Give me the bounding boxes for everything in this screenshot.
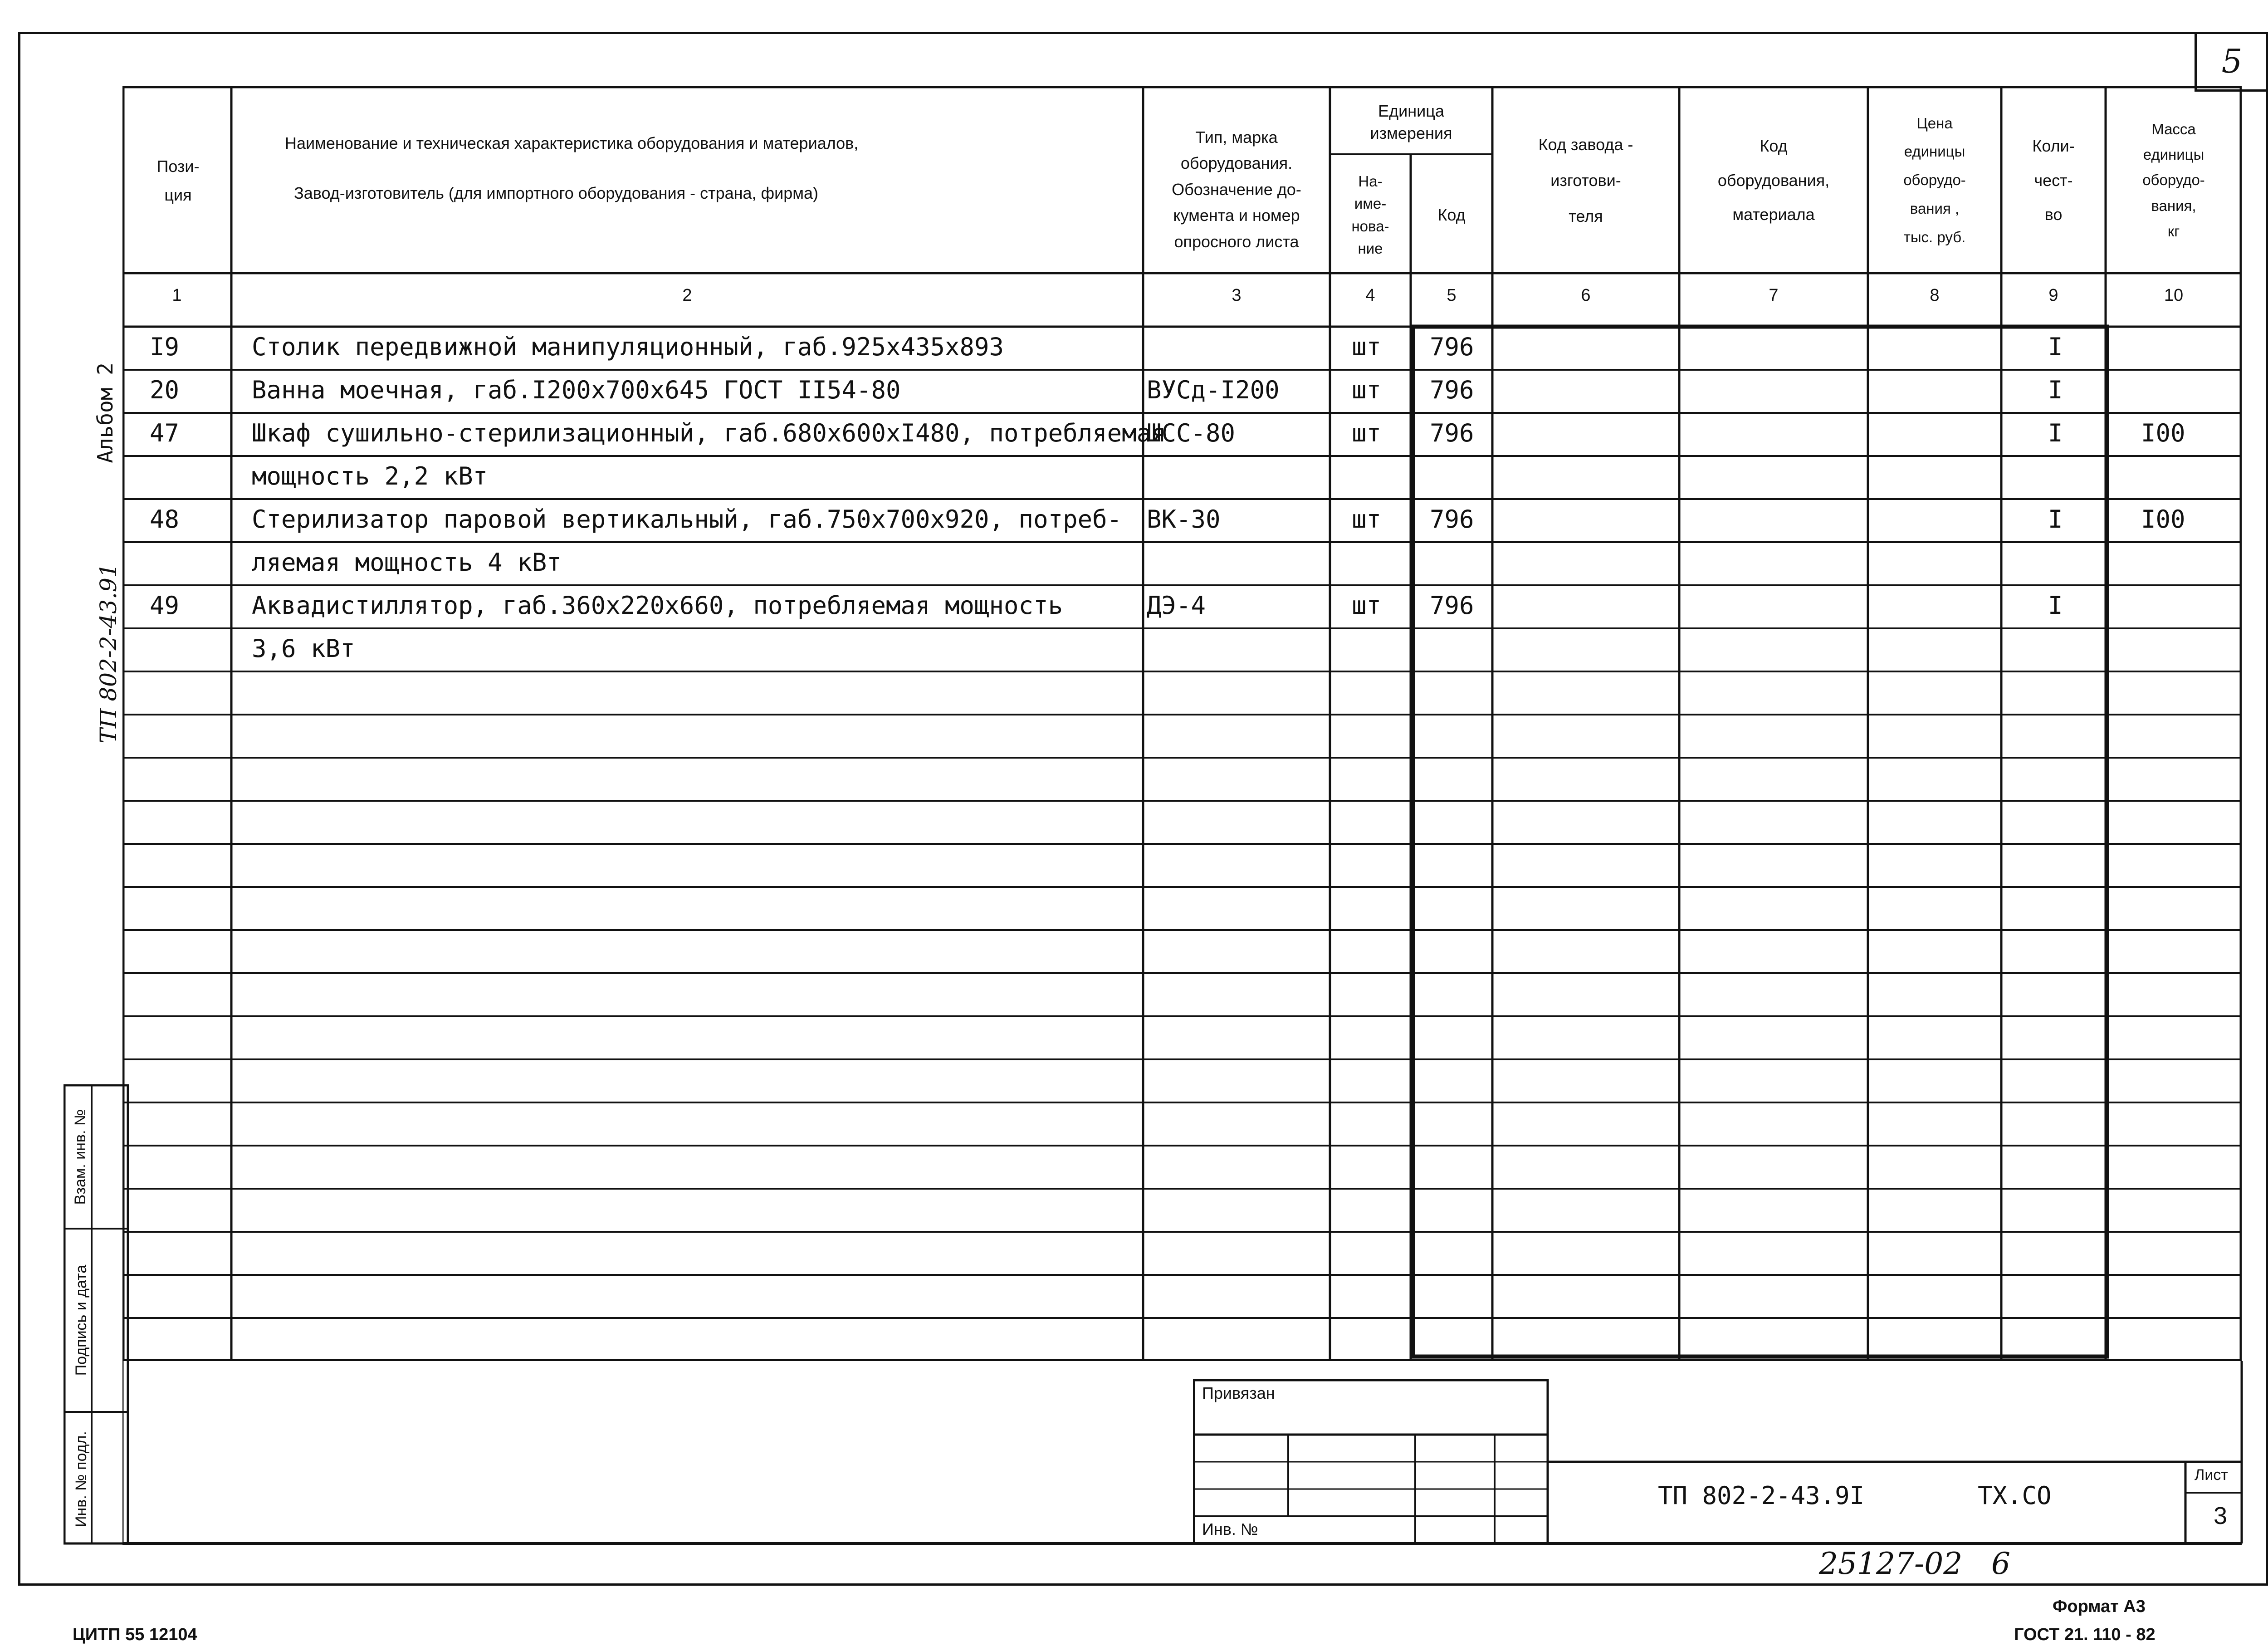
header-name-line2: Завод-изготовитель (для импортного оборудования - страна, фирма) <box>294 183 819 202</box>
column-number: 9 <box>2048 286 2058 305</box>
row-unit: шт <box>1352 376 1382 404</box>
row-name: 3,6 кВт <box>252 634 355 663</box>
header-quantity: Коли- чест- во <box>2032 137 2075 224</box>
column-number: 1 <box>172 286 182 305</box>
row-position: 48 <box>150 505 180 534</box>
handwritten-doc-code: ТП 802-2-43.91 <box>95 563 122 744</box>
header-type: Тип, марка оборудования. Обозначение до- кумента и номер опросного листа <box>1172 127 1301 251</box>
lower-area-lines <box>122 1361 2254 1547</box>
row-quantity: I <box>2048 591 2063 620</box>
stamp-label-inv-podl: Инв. № подл. <box>73 1431 90 1527</box>
column-number: 10 <box>2164 286 2184 305</box>
column-number: 6 <box>1581 286 1591 305</box>
row-unit-code: 796 <box>1430 505 1474 534</box>
handwritten-number: 25127-02 <box>1819 1546 1963 1581</box>
gost-label: ГОСТ 21. 110 - 82 <box>2014 1625 2156 1644</box>
row-name: Аквадистиллятор, габ.360х220х660, потребляемая мощность <box>252 591 1063 620</box>
doc-code: ТХ.СО <box>1978 1481 2052 1510</box>
row-unit: шт <box>1352 333 1382 361</box>
row-unit-code: 796 <box>1430 591 1474 620</box>
row-quantity: I <box>2048 419 2063 447</box>
column-number: 5 <box>1447 286 1457 305</box>
row-type: ДЭ-4 <box>1147 591 1206 620</box>
header-unit-mass: Масса единицы оборудо- вания, кг <box>2142 121 2205 240</box>
sheet-value: 3 <box>2214 1502 2228 1529</box>
row-position: 20 <box>150 376 180 404</box>
row-name: Стерилизатор паровой вертикальный, габ.750х700х920, потреб- <box>252 505 1122 534</box>
column-number: 7 <box>1769 286 1779 305</box>
row-unit-code: 796 <box>1430 419 1474 447</box>
stamp-label-vzam: Взам. инв. № <box>72 1109 89 1205</box>
row-name: мощность 2,2 кВт <box>252 462 488 490</box>
row-quantity: I <box>2048 333 2063 361</box>
header-unit-group: Единица измерения <box>1370 102 1452 142</box>
header-equipment-code: Код оборудования, материала <box>1717 137 1830 224</box>
row-type: ШСС-80 <box>1147 419 1236 447</box>
row-unit: шт <box>1352 419 1382 447</box>
row-type: ВУСд-I200 <box>1147 376 1280 404</box>
row-name: Столик передвижной манипуляционный, габ.925х435х893 <box>252 333 1004 361</box>
row-type: ВК-30 <box>1147 505 1221 534</box>
column-number: 2 <box>682 286 692 305</box>
column-number: 4 <box>1365 286 1375 305</box>
header-name-line1: Наименование и техническая характеристика оборудования и материалов, <box>285 133 859 152</box>
spec-table-grid <box>122 86 2242 1361</box>
column-number: 8 <box>1930 286 1940 305</box>
privyazan-label: Привязан <box>1202 1384 1275 1402</box>
row-quantity: I <box>2048 505 2063 534</box>
row-mass: I00 <box>2141 505 2185 534</box>
stamp-label-podpis: Подпись и дата <box>73 1264 90 1376</box>
sheet-number: 5 <box>2221 42 2243 80</box>
row-name: Шкаф сушильно-стерилизационный, габ.680х600хI480, потребляемая <box>252 419 1166 447</box>
column-number: 3 <box>1232 286 1242 305</box>
header-unit-name: На- име- нова- ние <box>1351 172 1389 257</box>
format-label: Формат А3 <box>2053 1597 2146 1616</box>
inv-no-label: Инв. № <box>1202 1520 1258 1538</box>
doc-designation: ТП 802-2-43.9I <box>1658 1481 1865 1510</box>
row-unit: шт <box>1352 505 1382 534</box>
row-position: 47 <box>150 419 180 447</box>
sheet-number-box <box>2195 33 2267 92</box>
header-unit-price: Цена единицы оборудо- вания , тыс. руб. <box>1903 114 1966 245</box>
row-quantity: I <box>2048 376 2063 404</box>
header-position: Пози- ция <box>156 157 200 204</box>
handwritten-sheet: 6 <box>1991 1546 2010 1581</box>
sheet-label: Лист <box>2195 1466 2228 1484</box>
row-name: ляемая мощность 4 кВт <box>252 548 562 577</box>
row-unit: шт <box>1352 591 1382 620</box>
header-unit-code: Код <box>1437 206 1466 224</box>
row-mass: I00 <box>2141 419 2185 447</box>
row-unit-code: 796 <box>1430 333 1474 361</box>
row-position: 49 <box>150 591 180 620</box>
row-position: I9 <box>150 333 180 361</box>
row-unit-code: 796 <box>1430 376 1474 404</box>
printer-code: ЦИТП 55 12104 <box>73 1625 197 1644</box>
header-factory-code: Код завода - изготови- теля <box>1538 135 1633 226</box>
row-name: Ванна моечная, габ.I200х700х645 ГОСТ II54-80 <box>252 376 901 404</box>
album-label: Альбом 2 <box>93 363 117 463</box>
